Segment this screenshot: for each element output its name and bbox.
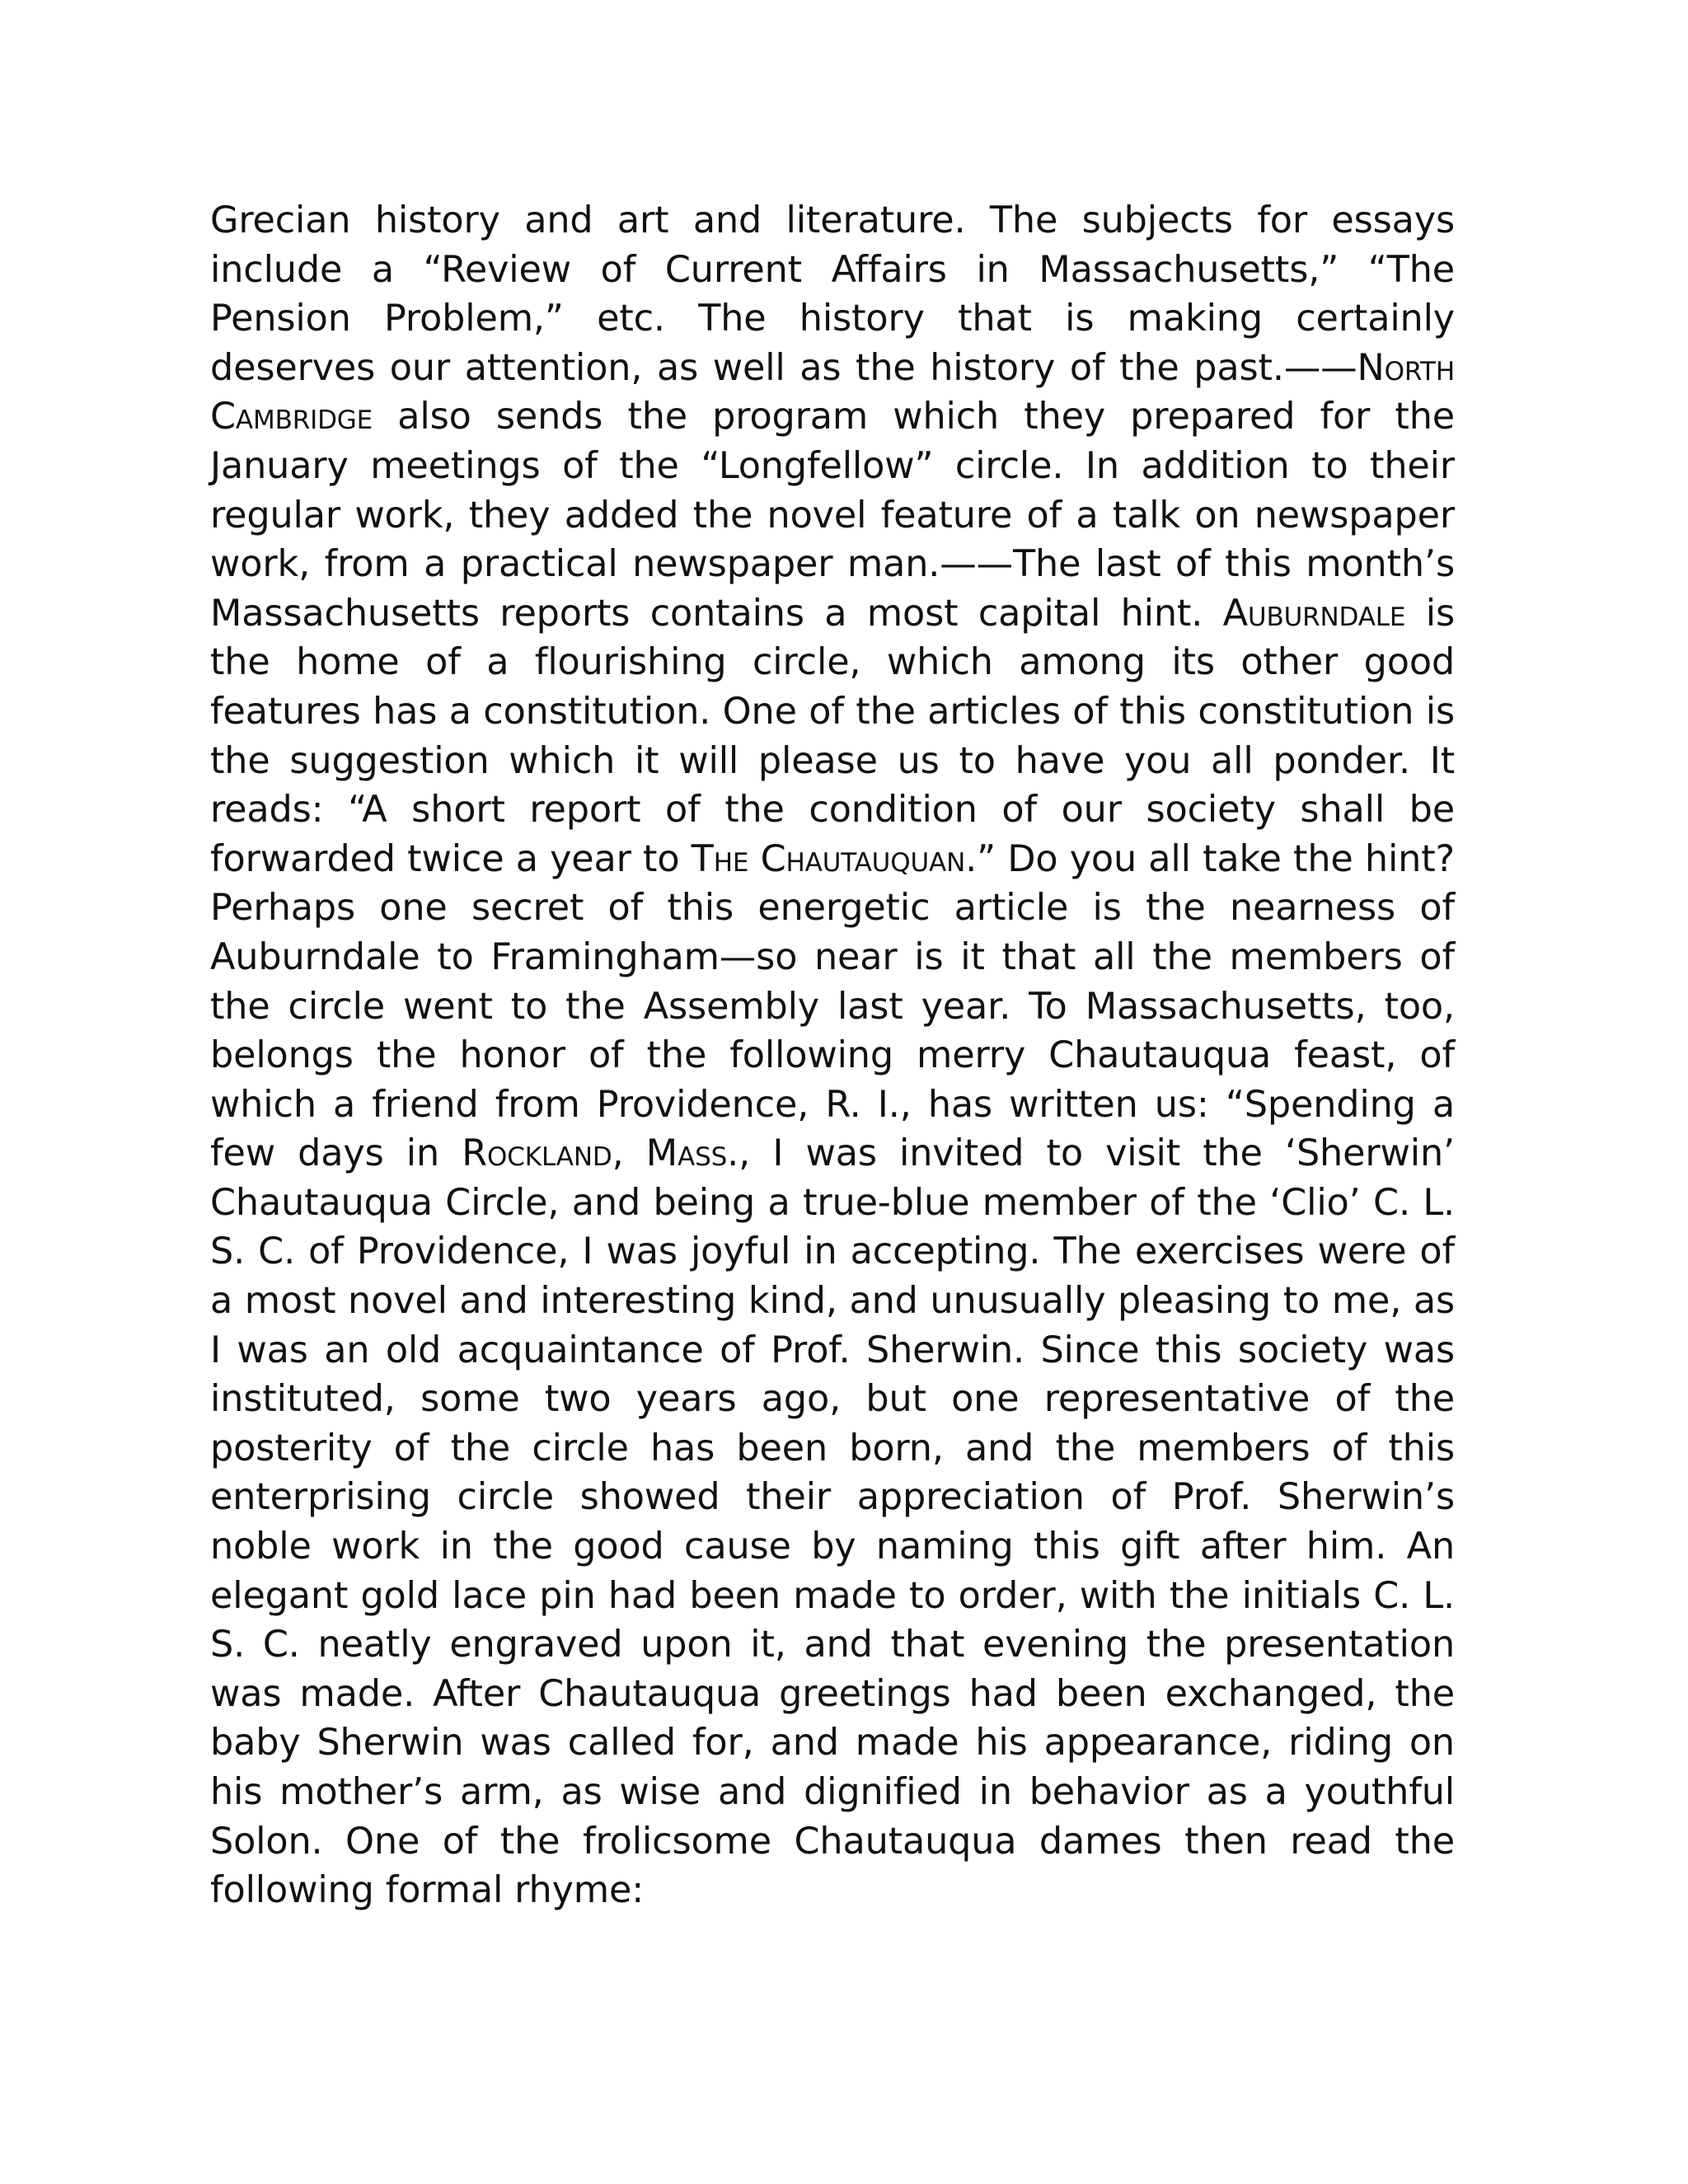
paragraph-text-segment: , xyxy=(612,1132,646,1175)
paragraph-text-segment: also sends the program which they prepared for the January meetings of the “Longfellow” circle. In addition to their regular work, they added the novel feature of a talk on newspaper work, from a practical newspaper man.——The last of this month’s Massachusetts reports contains a most capital hint. xyxy=(210,396,1455,635)
place-name-auburndale: Auburndale xyxy=(1222,592,1406,635)
paragraph-text-segment: ., I was invited to visit the ‘Sherwin’ Chautauqua Circle, and being a true-blue member of the ‘Clio’ C. L. S. C. of Providence, I was joyful in accepting. The exercises were of a most novel and interesting kind, and unusually pleasing to me, as I was an old acquaintance of Prof. Sherwin. Since this society was instituted, some two years ago, but one representative of the posterity of the circle has been born, and the members of this enterprising circle showed their appreciation of Prof. Sherwin’s noble work in the good cause by naming this gift after him. An elegant gold lace pin had been made to order, with the initials C. L. S. C. neatly engraved upon it, and that evening the presentation was made. After Chautauqua greetings had been exchanged, the baby Sherwin was called for, and made his appearance, riding on his mother’s arm, as wise and dignified in behavior as a youthful Solon. One of the frolicsome Chautauqua dames then read the following formal rhyme: xyxy=(210,1132,1455,1912)
body-paragraph xyxy=(210,196,1455,1915)
paragraph-text-segment: .” Do you all take the hint? Perhaps one secret of this energetic article is the nearness of Auburndale to Framingham—so near is it that all the members of the circle went to the Assembly last year. To Massachusetts, too, belongs the honor of the following merry Chautauqua feast, of which a friend from Providence, R. I., has written us: “Spending a few days in xyxy=(210,837,1455,1175)
paragraph-text-segment: Grecian history and art and literature. The subjects for essays include a “Review of Current Affairs in Massachusetts,” “The Pension Problem,” etc. The history that is making certainly deserves our attention, as well as the history of the past.—— xyxy=(210,199,1455,389)
place-name-north-cambridge: North Cambridge xyxy=(210,346,1455,438)
publication-name-the-chautauquan: The Chautauquan xyxy=(691,837,966,880)
place-name-mass: Mass xyxy=(645,1132,728,1175)
place-name-rockland: Rockland xyxy=(462,1132,612,1175)
paragraph-text-segment: is the home of a flourishing circle, which among its other good features has a constitution. One of the articles of this constitution is the suggestion which it will please us to have you all ponder. It reads: “A short report of the condition of our society shall be forwarded twice a year to xyxy=(210,592,1455,880)
